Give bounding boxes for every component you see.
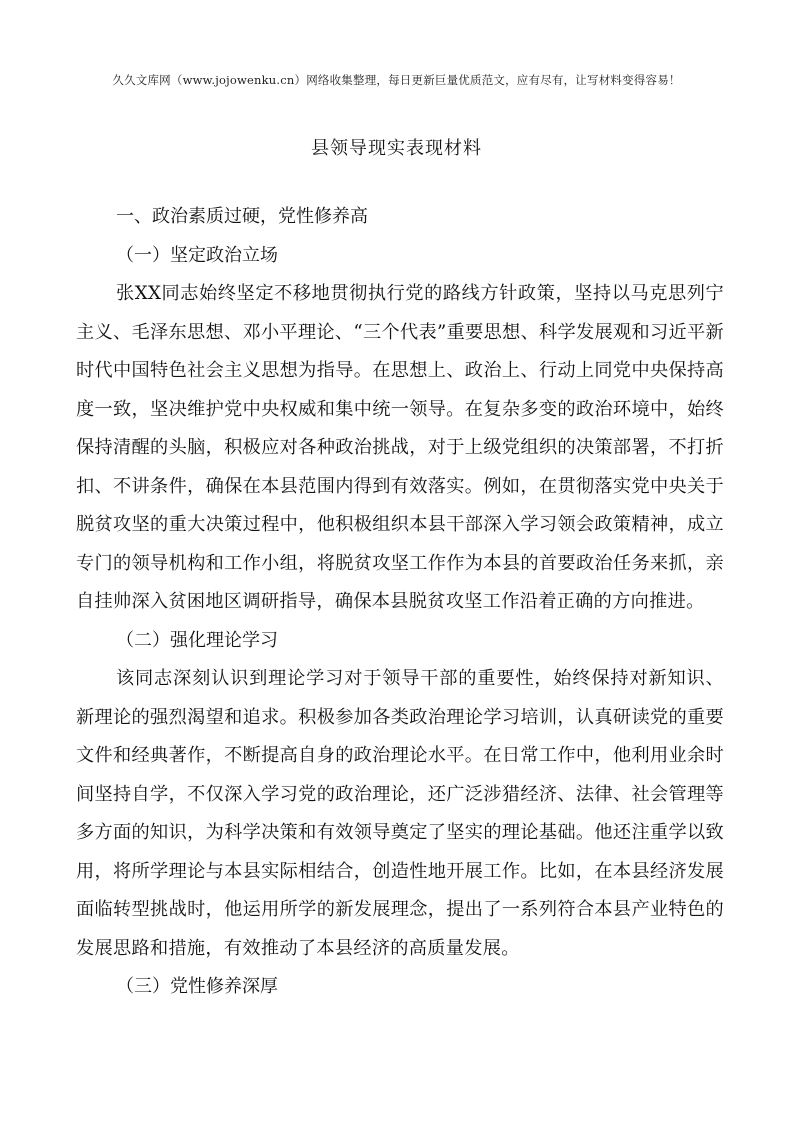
- paragraph-1: 张XX同志始终坚定不移地贯彻执行党的路线方针政策，坚持以马克思列宁主义、毛泽东思想、邓小平理论、“三个代表”重要思想、科学发展观和习近平新时代中国特色社会主义思想为指导。在思想上、政治上、行动上同党中央保持高度一致，坚决维护党中央权威和集中统一领导。在复杂多变的政治环境中，始终保持清醒的头脑，积极应对各种政治挑战，对于上级党组织的决策部署，不打折扣、不讲条件，确保在本县范围内得到有效落实。例如，在贯彻落实党中央关于脱贫攻坚的重大决策过程中，他积极组织本县干部深入学习领会政策精神，成立专门的领导机构和工作小组，将脱贫攻坚工作作为本县的首要政治任务来抓，亲自挂帅深入贫困地区调研指导，确保本县脱贫攻坚工作沿着正确的方向推进。: [76, 283, 724, 612]
- document-title: 县领导现实表现材料: [311, 138, 482, 159]
- subsection-heading-2: （二）强化理论学习: [116, 629, 278, 651]
- subsection-heading-1: （一）坚定政治立场: [116, 244, 278, 266]
- header-note: 久久文库网（www.jojowenku.cn）网络收集整理，每日更新巨量优质范文，应有尽有，让写材料变得容易！: [112, 73, 681, 87]
- section-heading-1: 一、政治素质过硬，党性修养高: [116, 206, 368, 227]
- document-body: [76, 198, 724, 1007]
- paragraph-2: 该同志深刻认识到理论学习对于领导干部的重要性，始终保持对新知识、新理论的强烈渴望和追求。积极参加各类政治理论学习培训，认真研读党的重要文件和经典著作，不断提高自身的政治理论水平。在日常工作中，他利用业余时间坚持自学，不仅深入学习党的政治理论，还广泛涉猎经济、法律、社会管理等多方面的知识，为科学决策和有效领导奠定了坚实的理论基础。他还注重学以致用，将所学理论与本县实际相结合，创造性地开展工作。比如，在本县经济发展面临转型挑战时，他运用所学的新发展理念，提出了一系列符合本县产业特色的发展思路和措施，有效推动了本县经济的高质量发展。: [76, 668, 724, 959]
- subsection-heading-3: （三）党性修养深厚: [116, 976, 278, 997]
